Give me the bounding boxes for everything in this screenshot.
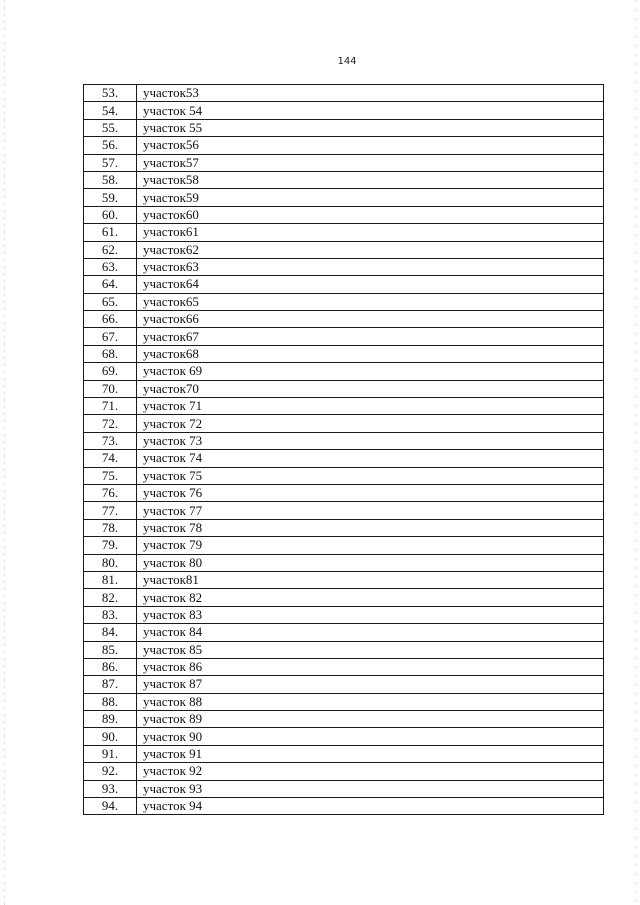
row-number-cell: 55.: [84, 119, 137, 136]
row-number-cell: 68.: [84, 345, 137, 362]
table-row: [84, 415, 604, 432]
table-row: [84, 432, 604, 449]
plot-name-cell: участок68: [137, 345, 604, 362]
plot-name-cell: участок 83: [137, 606, 604, 623]
row-number-cell: 77.: [84, 502, 137, 519]
table-row: [84, 119, 604, 136]
row-number-cell: 53.: [84, 85, 137, 102]
table-row: [84, 363, 604, 380]
scan-edge-left: [4, 0, 5, 905]
plot-name-cell: участок67: [137, 328, 604, 345]
row-number-cell: 72.: [84, 415, 137, 432]
plot-name-cell: участок65: [137, 293, 604, 310]
table-row: [84, 276, 604, 293]
plot-name-cell: участок 76: [137, 484, 604, 501]
plot-name-cell: участок 55: [137, 119, 604, 136]
plot-name-cell: участок 90: [137, 728, 604, 745]
table-row: [84, 728, 604, 745]
row-number-cell: 70.: [84, 380, 137, 397]
table-row: [84, 311, 604, 328]
plot-name-cell: участок 78: [137, 519, 604, 536]
plot-name-cell: участок 87: [137, 676, 604, 693]
table-row: [84, 258, 604, 275]
table-row: [84, 693, 604, 710]
table-row: [84, 102, 604, 119]
table-row: [84, 85, 604, 102]
plot-name-cell: участок 84: [137, 624, 604, 641]
table-row: [84, 328, 604, 345]
plot-name-cell: участок 77: [137, 502, 604, 519]
row-number-cell: 89.: [84, 711, 137, 728]
plot-name-cell: участок 80: [137, 554, 604, 571]
row-number-cell: 63.: [84, 258, 137, 275]
table-row: [84, 206, 604, 223]
table-row: [84, 745, 604, 762]
plot-name-cell: участок59: [137, 189, 604, 206]
row-number-cell: 83.: [84, 606, 137, 623]
plot-name-cell: участок57: [137, 154, 604, 171]
plot-name-cell: участок 75: [137, 467, 604, 484]
row-number-cell: 82.: [84, 589, 137, 606]
table-row: [84, 398, 604, 415]
row-number-cell: 87.: [84, 676, 137, 693]
table-row: [84, 554, 604, 571]
table-row: [84, 519, 604, 536]
table-row: [84, 345, 604, 362]
plot-name-cell: участок 69: [137, 363, 604, 380]
row-number-cell: 75.: [84, 467, 137, 484]
row-number-cell: 85.: [84, 641, 137, 658]
table-row: [84, 571, 604, 588]
row-number-cell: 92.: [84, 763, 137, 780]
row-number-cell: 84.: [84, 624, 137, 641]
plot-name-cell: участок 71: [137, 398, 604, 415]
plot-name-cell: участок 79: [137, 537, 604, 554]
plot-name-cell: участок62: [137, 241, 604, 258]
plot-name-cell: участок63: [137, 258, 604, 275]
plot-name-cell: участок 73: [137, 432, 604, 449]
plot-name-cell: участок 74: [137, 450, 604, 467]
row-number-cell: 91.: [84, 745, 137, 762]
row-number-cell: 79.: [84, 537, 137, 554]
row-number-cell: 78.: [84, 519, 137, 536]
table-row: [84, 641, 604, 658]
row-number-cell: 67.: [84, 328, 137, 345]
plot-name-cell: участок 72: [137, 415, 604, 432]
table-row: [84, 189, 604, 206]
row-number-cell: 59.: [84, 189, 137, 206]
row-number-cell: 54.: [84, 102, 137, 119]
row-number-cell: 86.: [84, 658, 137, 675]
plot-name-cell: участок 93: [137, 780, 604, 797]
plot-name-cell: участок81: [137, 571, 604, 588]
table-row: [84, 467, 604, 484]
table-row: [84, 502, 604, 519]
row-number-cell: 94.: [84, 798, 137, 815]
row-number-cell: 76.: [84, 484, 137, 501]
table-body: [84, 85, 604, 815]
table-row: [84, 798, 604, 815]
row-number-cell: 65.: [84, 293, 137, 310]
table-row: [84, 763, 604, 780]
row-number-cell: 66.: [84, 311, 137, 328]
scan-edge-right: [636, 0, 637, 905]
table-row: [84, 711, 604, 728]
plot-name-cell: участок 82: [137, 589, 604, 606]
table-row: [84, 137, 604, 154]
row-number-cell: 74.: [84, 450, 137, 467]
row-number-cell: 88.: [84, 693, 137, 710]
table-row: [84, 484, 604, 501]
plot-name-cell: участок 91: [137, 745, 604, 762]
plot-name-cell: участок61: [137, 224, 604, 241]
table-row: [84, 624, 604, 641]
plot-name-cell: участок66: [137, 311, 604, 328]
page-number: 144: [337, 56, 357, 67]
row-number-cell: 62.: [84, 241, 137, 258]
table-row: [84, 171, 604, 188]
plot-name-cell: участок 89: [137, 711, 604, 728]
table-row: [84, 676, 604, 693]
plot-name-cell: участок 85: [137, 641, 604, 658]
row-number-cell: 71.: [84, 398, 137, 415]
table-row: [84, 537, 604, 554]
plot-name-cell: участок53: [137, 85, 604, 102]
plot-name-cell: участок 86: [137, 658, 604, 675]
table-row: [84, 606, 604, 623]
plot-name-cell: участок70: [137, 380, 604, 397]
row-number-cell: 61.: [84, 224, 137, 241]
table-row: [84, 241, 604, 258]
table-row: [84, 293, 604, 310]
plot-name-cell: участок64: [137, 276, 604, 293]
plot-name-cell: участок56: [137, 137, 604, 154]
plot-name-cell: участок 92: [137, 763, 604, 780]
row-number-cell: 58.: [84, 171, 137, 188]
row-number-cell: 56.: [84, 137, 137, 154]
plot-name-cell: участок 88: [137, 693, 604, 710]
row-number-cell: 81.: [84, 571, 137, 588]
plot-name-cell: участок58: [137, 171, 604, 188]
table-row: [84, 380, 604, 397]
table-row: [84, 780, 604, 797]
table-row: [84, 450, 604, 467]
row-number-cell: 93.: [84, 780, 137, 797]
table-row: [84, 224, 604, 241]
row-number-cell: 90.: [84, 728, 137, 745]
table-row: [84, 589, 604, 606]
plot-register-table: [83, 84, 604, 815]
row-number-cell: 57.: [84, 154, 137, 171]
row-number-cell: 80.: [84, 554, 137, 571]
table-row: [84, 658, 604, 675]
plot-name-cell: участок 94: [137, 798, 604, 815]
table-row: [84, 154, 604, 171]
row-number-cell: 64.: [84, 276, 137, 293]
row-number-cell: 60.: [84, 206, 137, 223]
plot-name-cell: участок 54: [137, 102, 604, 119]
row-number-cell: 69.: [84, 363, 137, 380]
row-number-cell: 73.: [84, 432, 137, 449]
plot-name-cell: участок60: [137, 206, 604, 223]
